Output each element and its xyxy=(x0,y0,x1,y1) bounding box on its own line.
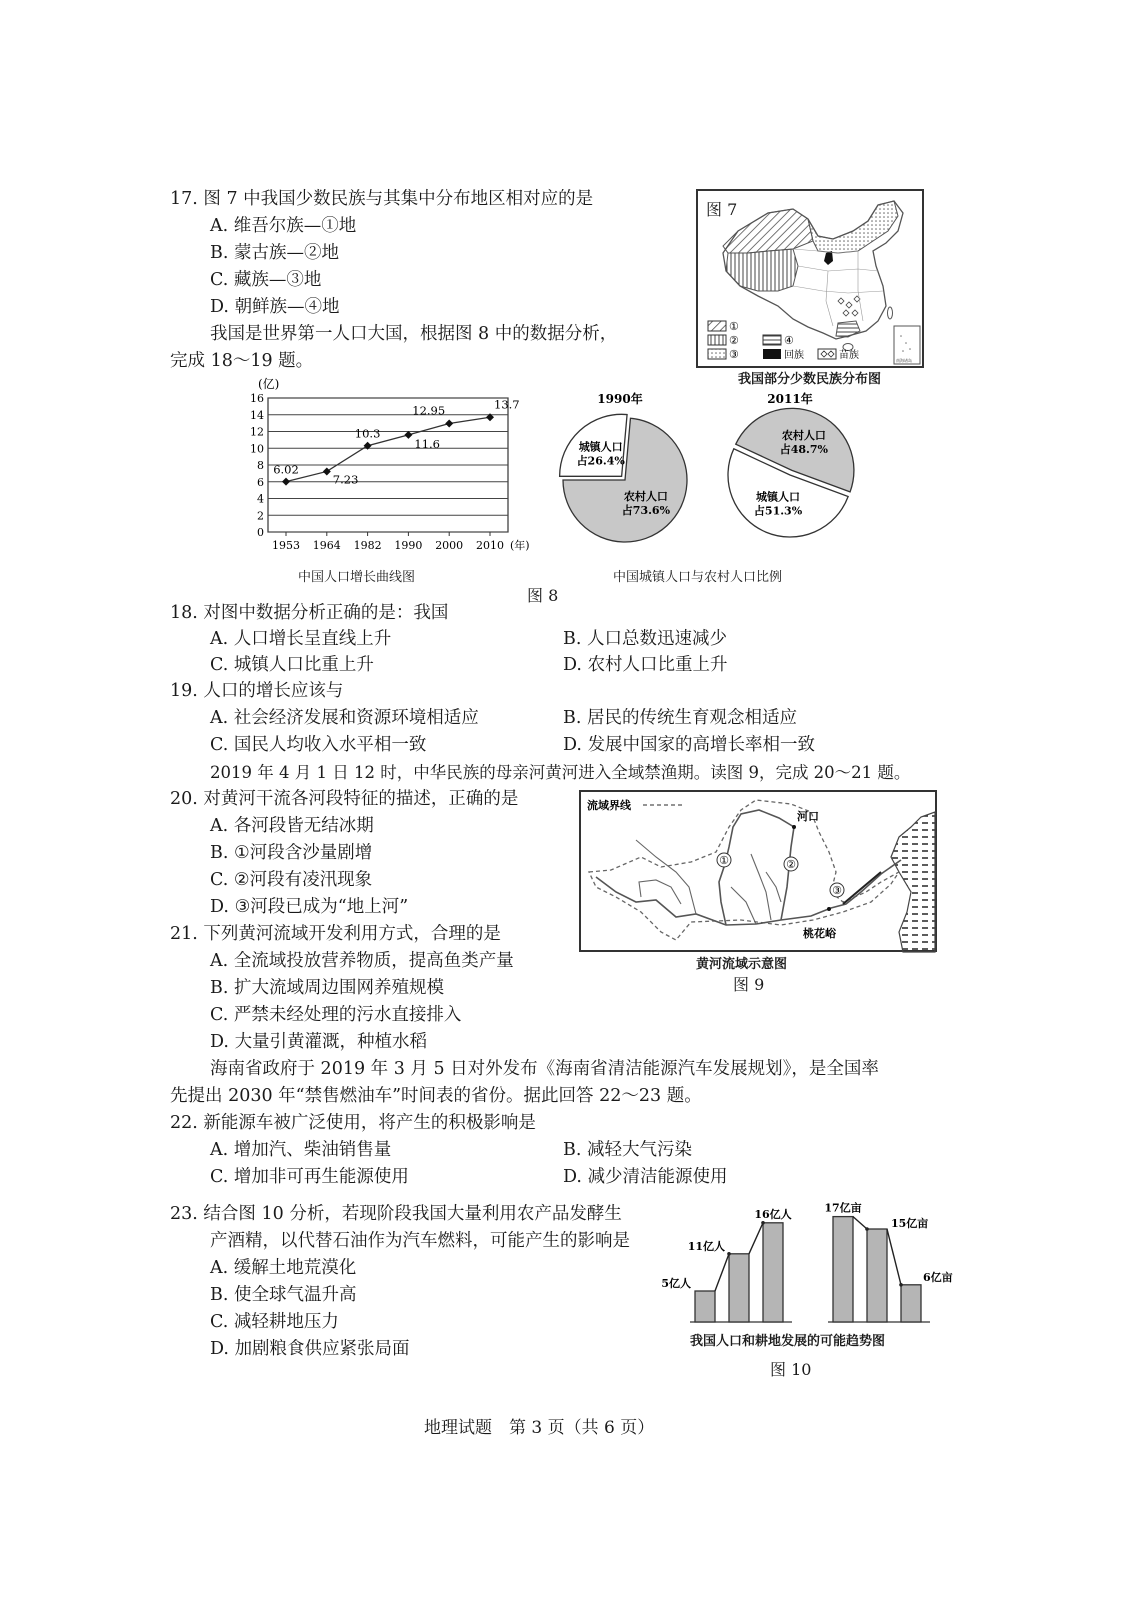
y-tick-label: 14 xyxy=(250,408,264,422)
pie-slice-label: 占51.3% xyxy=(753,504,803,518)
q22-option-d[interactable]: D. 减少清洁能源使用 xyxy=(563,1167,728,1187)
page-footer: 地理试题 第 3 页（共 6 页） xyxy=(424,1418,655,1438)
figure-9-map xyxy=(579,790,937,952)
basin-boundary xyxy=(589,800,899,940)
data-label: 12.95 xyxy=(412,403,446,418)
legend-label-miao: 苗族 xyxy=(839,350,859,361)
arrow-head xyxy=(761,1221,765,1225)
q18-option-d[interactable]: D. 农村人口比重上升 xyxy=(563,655,728,675)
intro-22-23-line2: 先提出 2030 年“禁售燃油车”时间表的省份。据此回答 22～23 题。 xyxy=(170,1086,702,1106)
data-label: 10.3 xyxy=(354,426,381,441)
question-22-stem: 22. 新能源车被广泛使用，将产生的积极影响是 xyxy=(170,1113,536,1133)
legend-swatch-2 xyxy=(708,335,726,345)
figure-7-map xyxy=(696,189,924,368)
legend-label-hui: 回族 xyxy=(784,350,804,361)
data-label: 11.6 xyxy=(414,436,441,451)
q18-option-b[interactable]: B. 人口总数迅速减少 xyxy=(563,629,728,649)
q19-option-b[interactable]: B. 居民的传统生育观念相适应 xyxy=(563,708,798,728)
pie-slice-label: 占73.6% xyxy=(621,503,671,517)
y-tick-label: 0 xyxy=(257,526,264,539)
trend-arrow xyxy=(887,1229,901,1285)
q22-option-c[interactable]: C. 增加非可再生能源使用 xyxy=(210,1167,409,1187)
pie-slice-label: 占26.4% xyxy=(576,454,625,468)
q23-option-d[interactable]: D. 加剧粮食供应紧张局面 xyxy=(210,1339,410,1359)
pie-slice-name: 城镇人口 xyxy=(578,440,623,454)
q19-option-c[interactable]: C. 国民人均收入水平相一致 xyxy=(210,735,427,755)
line-chart-title: 中国人口增长曲线图 xyxy=(298,570,416,585)
legend-swatch-4 xyxy=(763,335,781,345)
question-20-stem: 20. 对黄河干流各河段特征的描述，正确的是 xyxy=(170,789,519,809)
intro-18-19-line1: 我国是世界第一人口大国，根据图 8 中的数据分析， xyxy=(210,324,618,344)
q23-option-c[interactable]: C. 减轻耕地压力 xyxy=(210,1312,339,1332)
yellow-river-basin-graphic xyxy=(581,792,935,950)
y-axis-label: (亿) xyxy=(258,377,280,391)
y-tick-label: 12 xyxy=(250,425,264,439)
q21-option-a[interactable]: A. 全流域投放营养物质，提高鱼类产量 xyxy=(210,951,514,971)
marker-3: ③ xyxy=(832,884,842,897)
x-tick-label: 1990 xyxy=(394,539,423,552)
bar xyxy=(901,1285,921,1322)
region-1-xinjiang xyxy=(723,209,813,253)
figure-10-label: 图 10 xyxy=(770,1360,812,1379)
q22-option-b[interactable]: B. 减轻大气污染 xyxy=(563,1140,693,1160)
q20-option-c[interactable]: C. ②河段有凌汛现象 xyxy=(210,870,373,890)
q19-option-a[interactable]: A. 社会经济发展和资源环境相适应 xyxy=(210,708,479,728)
bar-label: 16亿人 xyxy=(754,1207,792,1221)
q23-option-b[interactable]: B. 使全球气温升高 xyxy=(210,1285,357,1305)
marker-1: ① xyxy=(719,854,729,867)
trend-arrow xyxy=(749,1223,763,1254)
question-number: 17. xyxy=(170,189,198,209)
bar xyxy=(695,1291,715,1322)
q17-option-a[interactable]: A. 维吾尔族—①地 xyxy=(210,216,357,236)
pie-chart-caption: 中国城镇人口与农村人口比例 xyxy=(613,570,783,585)
y-tick-label: 6 xyxy=(257,475,264,489)
question-19-stem: 19. 人口的增长应该与 xyxy=(170,681,344,701)
arrow-head xyxy=(727,1252,731,1256)
trend-arrow xyxy=(715,1254,729,1291)
figure-9-label: 图 9 xyxy=(733,975,765,994)
legend-swatch-1 xyxy=(708,321,726,331)
q18-option-c[interactable]: C. 城镇人口比重上升 xyxy=(210,655,374,675)
legend-label-3: ③ xyxy=(729,348,739,361)
q21-option-b[interactable]: B. 扩大流域周边围网养殖规模 xyxy=(210,978,445,998)
place-taohuayu: 桃花峪 xyxy=(803,927,836,940)
q20-option-b[interactable]: B. ①河段含沙量剧增 xyxy=(210,843,373,863)
question-23-stem-line1: 23. 结合图 10 分析，若现阶段我国大量利用农产品发酵生 xyxy=(170,1204,622,1224)
bar xyxy=(763,1223,783,1322)
data-label: 13.7 xyxy=(494,397,520,412)
q21-option-c[interactable]: C. 严禁未经处理的污水直接排入 xyxy=(210,1005,462,1025)
legend-label-2: ② xyxy=(729,334,739,347)
pie-2011-title: 2011年 xyxy=(767,392,813,406)
x-tick-label: 1964 xyxy=(312,539,341,552)
section-3-line xyxy=(843,872,881,904)
figure-7-label: 图 7 xyxy=(706,200,738,219)
figure-10-caption: 我国人口和耕地发展的可能趋势图 xyxy=(690,1334,886,1349)
urban-rural-pie-charts xyxy=(545,385,865,555)
pie-slice-name: 农村人口 xyxy=(623,489,668,503)
trend-arrow xyxy=(853,1217,867,1229)
y-tick-label: 8 xyxy=(257,459,264,472)
region-4-guangxi xyxy=(836,321,860,337)
data-label: 7.23 xyxy=(332,472,359,487)
population-farmland-trend-chart xyxy=(661,1182,953,1328)
x-axis-unit: (年) xyxy=(510,539,530,552)
intro-22-23-line1: 海南省政府于 2019 年 3 月 5 日对外发布《海南省清洁能源汽车发展规划》，是全国率 xyxy=(210,1059,879,1079)
bar-label: 5亿人 xyxy=(661,1277,691,1290)
q17-option-b[interactable]: B. 蒙古族—②地 xyxy=(210,243,340,263)
bar-label: 11亿人 xyxy=(687,1239,725,1253)
bar-label: 17亿亩 xyxy=(824,1201,862,1215)
y-tick-label: 16 xyxy=(250,392,264,405)
question-17-stem xyxy=(170,186,593,213)
x-tick-label: 1982 xyxy=(353,539,382,552)
intro-20-21: 2019 年 4 月 1 日 12 时，中华民族的母亲河黄河进入全域禁渔期。读图 9，完成 20～21 题。 xyxy=(210,763,911,782)
sea-area xyxy=(891,812,935,952)
x-tick-label: 2010 xyxy=(476,539,504,552)
bar-label: 6亿亩 xyxy=(923,1270,953,1284)
q23-option-a[interactable]: A. 缓解土地荒漠化 xyxy=(210,1258,357,1278)
y-tick-label: 2 xyxy=(257,509,264,523)
legend-label-1: ① xyxy=(729,320,739,333)
q17-option-c[interactable]: C. 藏族—③地 xyxy=(210,270,322,290)
region-2-tibet xyxy=(726,249,798,291)
q21-option-d[interactable]: D. 大量引黄灌溉，种植水稻 xyxy=(210,1032,428,1052)
place-hekou: 河口 xyxy=(797,810,819,823)
bar-label: 15亿亩 xyxy=(891,1217,929,1230)
china-map-graphic xyxy=(698,191,922,366)
population-line-chart xyxy=(240,372,540,562)
q18-option-a[interactable]: A. 人口增长呈直线上升 xyxy=(210,629,392,649)
x-tick-label: 1953 xyxy=(272,539,300,552)
legend-label-4: ④ xyxy=(784,334,794,347)
figure-8-label: 图 8 xyxy=(527,586,559,605)
question-21-stem: 21. 下列黄河流域开发利用方式，合理的是 xyxy=(170,924,501,944)
q19-option-d[interactable]: D. 发展中国家的高增长率相一致 xyxy=(563,735,816,755)
legend-swatch-hui xyxy=(763,349,781,359)
q20-option-d[interactable]: D. ③河段已成为“地上河” xyxy=(210,897,409,917)
figure-7-caption: 我国部分少数民族分布图 xyxy=(738,372,882,387)
intro-18-19-line2: 完成 18～19 题。 xyxy=(170,351,314,371)
basin-boundary-legend: 流域界线 xyxy=(587,799,631,812)
bar xyxy=(833,1217,853,1322)
question-text: 图 7 中我国少数民族与其集中分布地区相对应的是 xyxy=(203,189,594,209)
inset-label: 南海诸岛 xyxy=(896,358,912,363)
pie-1990-title: 1990年 xyxy=(597,392,643,406)
arrow-head xyxy=(865,1227,869,1231)
x-tick-label: 2000 xyxy=(435,539,464,552)
tributaries xyxy=(636,840,781,924)
q22-option-a[interactable]: A. 增加汽、柴油销售量 xyxy=(210,1140,392,1160)
pie-slice-name: 城镇人口 xyxy=(756,490,801,504)
q20-option-a[interactable]: A. 各河段皆无结冰期 xyxy=(210,816,374,836)
pie-slice-label: 占48.7% xyxy=(779,442,828,456)
arrow-head xyxy=(899,1283,903,1287)
bar xyxy=(729,1254,749,1322)
q17-option-d[interactable]: D. 朝鲜族—④地 xyxy=(210,297,340,317)
data-label: 6.02 xyxy=(273,462,299,477)
region-3-inner-mongolia xyxy=(808,201,898,253)
question-18-stem: 18. 对图中数据分析正确的是：我国 xyxy=(170,603,449,623)
question-23-stem-line2: 产酒精，以代替石油作为汽车燃料，可能产生的影响是 xyxy=(210,1231,630,1251)
figure-9-caption: 黄河流域示意图 xyxy=(696,957,788,972)
bar xyxy=(867,1229,887,1322)
marker-2: ② xyxy=(786,858,796,871)
y-tick-label: 4 xyxy=(257,492,264,506)
y-tick-label: 10 xyxy=(250,442,264,456)
pie-slice-name: 农村人口 xyxy=(781,428,826,442)
legend-swatch-3 xyxy=(708,349,726,359)
